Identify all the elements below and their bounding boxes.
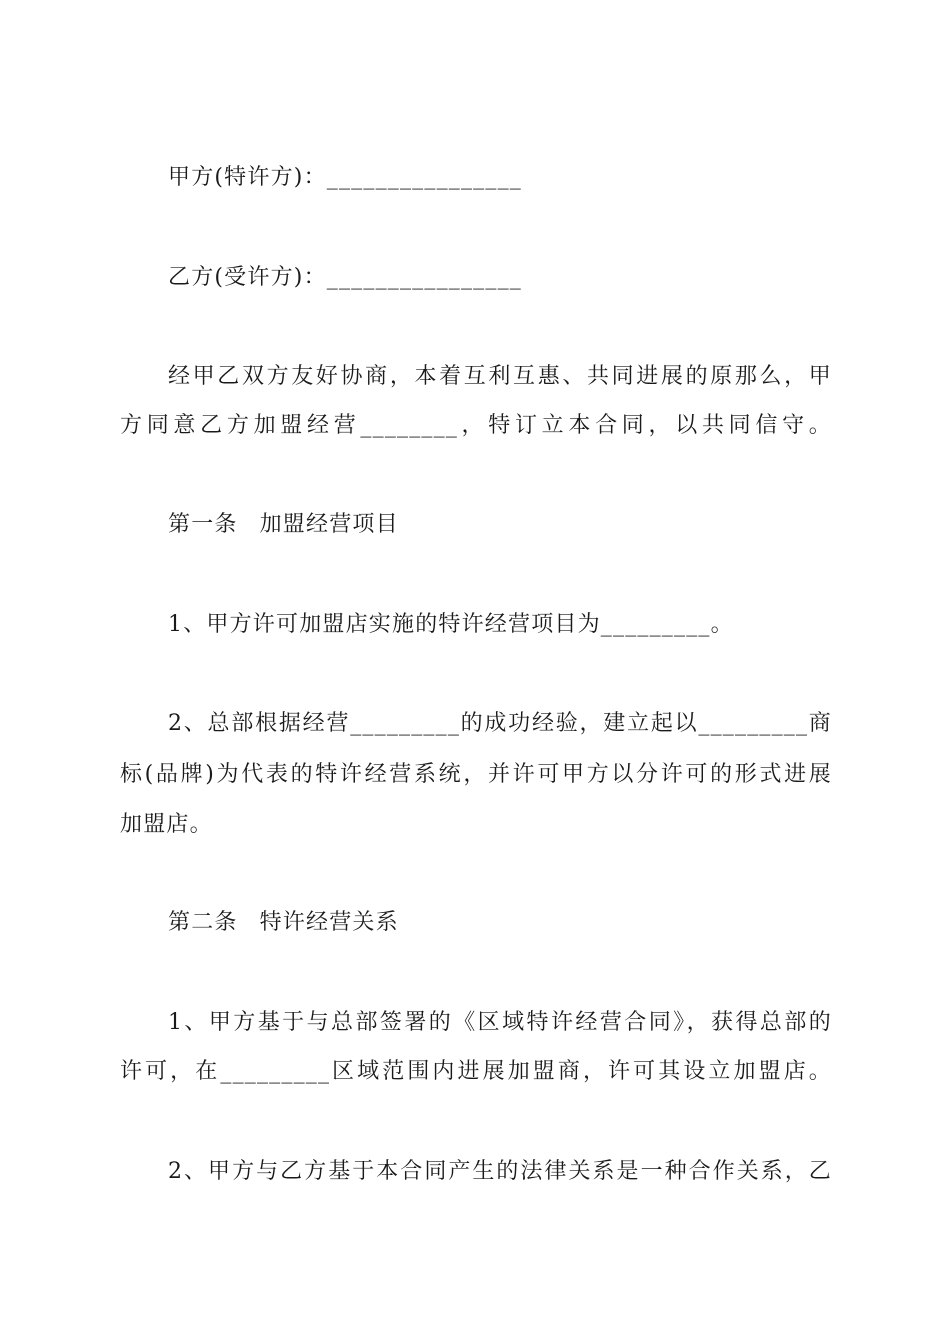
document-page: [120, 0, 832, 1344]
article-1-clause-2-line-2: 标(品牌)为代表的特许经营系统，并许可甲方以分许可的形式进展: [120, 762, 832, 787]
article-2-clause-1-line-2: 许可，在_________区域范围内进展加盟商，许可其设立加盟店。: [120, 1059, 832, 1084]
intro-paragraph-line-2: 方同意乙方加盟经营________，特订立本合同，以共同信守。: [120, 413, 832, 438]
party-b-line: 乙方(受许方)：________________: [168, 265, 522, 290]
article-2-title: 特许经营关系: [259, 910, 399, 935]
article-2-number: 第二条: [168, 910, 238, 935]
article-2-clause-2-line-1: 2、甲方与乙方基于本合同产生的法律关系是一种合作关系，乙: [168, 1159, 832, 1184]
article-1-heading: [120, 510, 832, 540]
article-1-clause-1: 1、甲方许可加盟店实施的特许经营项目为_________。: [168, 612, 734, 637]
article-1-clause-2-line-3: 加盟店。: [120, 812, 213, 837]
article-1-clause-2-line-1: 2、总部根据经营_________的成功经验，建立起以_________商: [168, 711, 832, 736]
article-2-clause-1-line-1: 1、甲方基于与总部签署的《区域特许经营合同》，获得总部的: [168, 1010, 832, 1035]
intro-paragraph-line-1: 经甲乙双方友好协商，本着互利互惠、共同进展的原那么，甲: [168, 364, 832, 389]
article-1-title: 加盟经营项目: [259, 512, 399, 537]
article-2-heading: [120, 908, 832, 938]
article-1-number: 第一条: [168, 512, 238, 537]
party-a-line: 甲方(特许方)：________________: [168, 165, 522, 190]
